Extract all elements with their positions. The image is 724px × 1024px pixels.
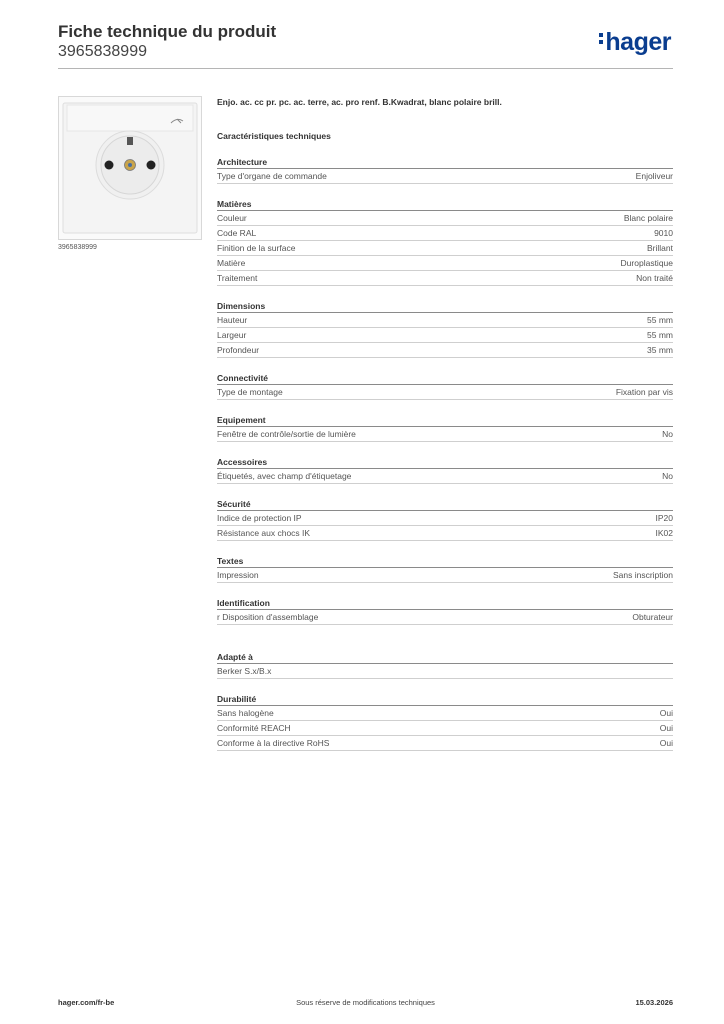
section-title: Accessoires [217, 456, 673, 469]
spec-row [217, 211, 673, 226]
section-title: Textes [217, 555, 673, 568]
spec-row [217, 226, 673, 241]
spec-label: Conforme à la directive RoHS [217, 738, 330, 748]
section-title: Matières [217, 198, 673, 211]
spec-value: Sans inscription [612, 570, 673, 580]
section-title: Equipement [217, 414, 673, 427]
spec-label: r Disposition d'assemblage [217, 612, 319, 622]
spec-value: Oui [659, 723, 673, 733]
spec-value: Obturateur [632, 612, 673, 622]
section-accessoires [217, 456, 673, 484]
section-equipement [217, 414, 673, 442]
product-image [58, 96, 202, 240]
spec-row [217, 721, 673, 736]
footer-date: 15.03.2026 [635, 998, 673, 1007]
spec-row [217, 343, 673, 358]
section-title: Adapté à [217, 651, 673, 664]
spec-label: Matière [217, 258, 246, 268]
spec-row [217, 241, 673, 256]
spec-label: Traitement [217, 273, 258, 283]
section-title: Connectivité [217, 372, 673, 385]
section-title: Identification [217, 597, 673, 610]
spec-row [217, 313, 673, 328]
product-name: Enjo. ac. cc pr. pc. ac. terre, ac. pro renf. B.Kwadrat, blanc polaire brill. [217, 97, 502, 107]
section-title: Durabilité [217, 693, 673, 706]
spec-label: Couleur [217, 213, 247, 223]
spec-row [217, 427, 673, 442]
spec-label: Sans halogène [217, 708, 274, 718]
spec-row [217, 568, 673, 583]
footer-disclaimer: Sous réserve de modifications techniques [296, 998, 435, 1007]
spec-value: Oui [659, 708, 673, 718]
spec-label: Hauteur [217, 315, 248, 325]
section-adapte [217, 651, 673, 679]
spec-row [217, 385, 673, 400]
section-identification [217, 597, 673, 625]
spec-row [217, 469, 673, 484]
spec-label: Indice de protection IP [217, 513, 302, 523]
section-connectivite [217, 372, 673, 400]
spec-value: Brillant [647, 243, 673, 253]
spec-row [217, 706, 673, 721]
spec-value: 35 mm [647, 345, 673, 355]
spec-row [217, 271, 673, 286]
section-matieres [217, 198, 673, 286]
spec-value: Non traité [636, 273, 673, 283]
spec-label: Impression [217, 570, 259, 580]
spec-row [217, 664, 673, 679]
spec-value: Duroplastique [620, 258, 673, 268]
spec-label: Profondeur [217, 345, 260, 355]
spec-value: No [662, 429, 673, 439]
spec-value: No [662, 471, 673, 481]
logo-dots-icon [599, 33, 603, 47]
section-durabilite [217, 693, 673, 751]
spec-label: Fenêtre de contrôle/sortie de lumière [217, 429, 356, 439]
spec-label: Résistance aux chocs IK [217, 528, 311, 538]
section-dimensions [217, 300, 673, 358]
section-title: Dimensions [217, 300, 673, 313]
hager-logo [599, 28, 671, 56]
page-title: Fiche technique du produit [58, 22, 277, 41]
section-textes [217, 555, 673, 583]
footer-website-link[interactable]: hager.com/fr-be [58, 998, 115, 1007]
spec-content [217, 96, 673, 751]
spec-row [217, 736, 673, 751]
spec-value: IK02 [655, 528, 673, 538]
spec-value: Oui [659, 738, 673, 748]
spec-value: 55 mm [647, 330, 673, 340]
spec-label: Largeur [217, 330, 247, 340]
product-code: 3965838999 [58, 43, 147, 60]
spec-label: Type de montage [217, 387, 283, 397]
spec-value: Blanc polaire [623, 213, 673, 223]
spec-row [217, 256, 673, 271]
spec-row [217, 526, 673, 541]
spec-row [217, 328, 673, 343]
spec-value: Enjoliveur [635, 171, 673, 181]
spec-row [217, 511, 673, 526]
spec-label: Étiquetés, avec champ d'étiquetage [217, 471, 352, 481]
socket-cover-icon [59, 97, 201, 239]
spec-value: IP20 [655, 513, 673, 523]
page-header [58, 20, 673, 69]
spec-value: 55 mm [647, 315, 673, 325]
image-caption: 3965838999 [58, 244, 97, 251]
spec-row [217, 169, 673, 184]
logo-text: hager [605, 28, 671, 56]
spec-label: Conformité REACH [217, 723, 291, 733]
spec-label: Code RAL [217, 228, 257, 238]
spec-label: Berker S.x/B.x [217, 666, 272, 676]
section-architecture [217, 156, 673, 184]
spec-label: Finition de la surface [217, 243, 296, 253]
section-title: Sécurité [217, 498, 673, 511]
spec-value: Fixation par vis [615, 387, 673, 397]
section-title: Architecture [217, 156, 673, 169]
tech-heading: Caractéristiques techniques [217, 131, 331, 141]
spec-row [217, 610, 673, 625]
spec-value: 9010 [654, 228, 673, 238]
spec-label: Type d'organe de commande [217, 171, 327, 181]
section-securite [217, 498, 673, 541]
